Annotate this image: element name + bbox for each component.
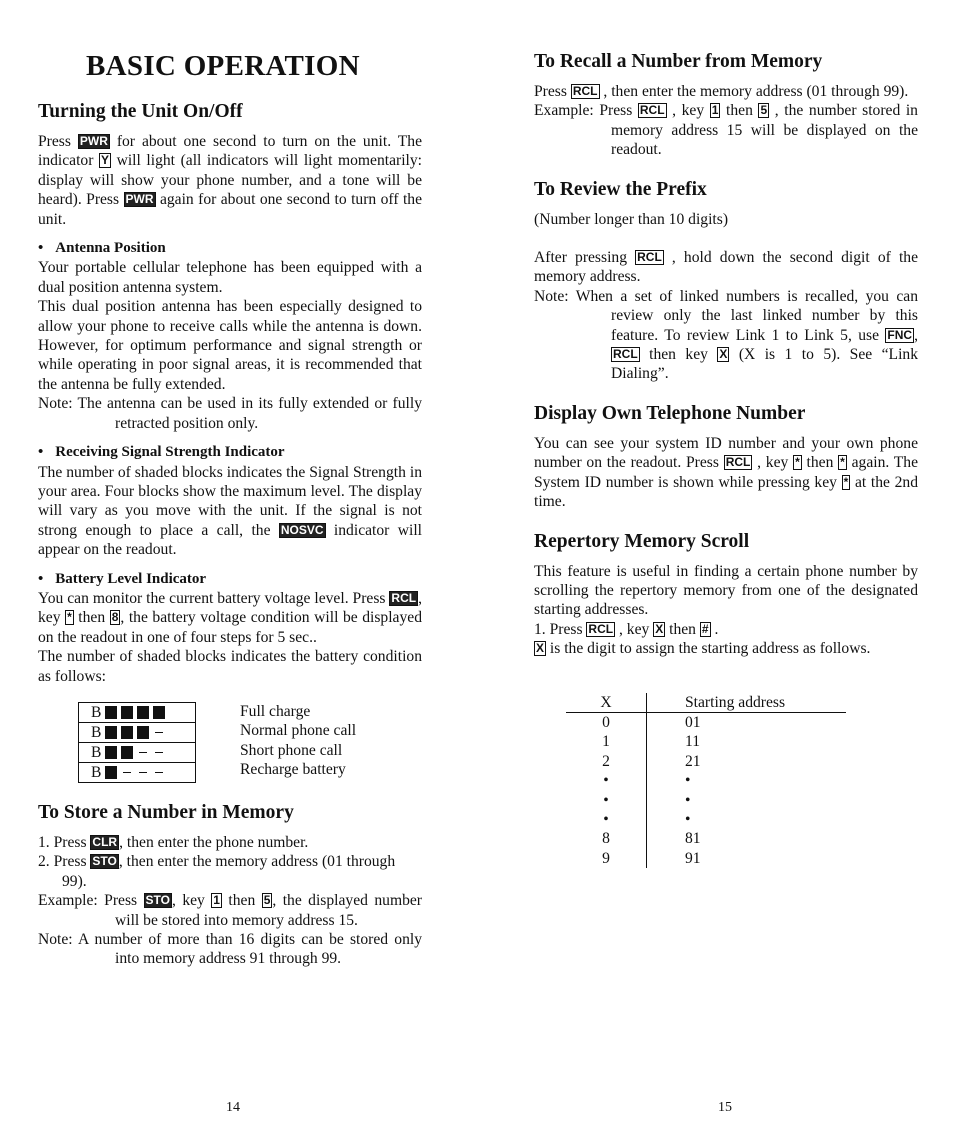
text: , (914, 326, 918, 344)
cell-x: • (566, 771, 647, 790)
left-page (38, 0, 422, 969)
cell-x: 9 (566, 849, 647, 868)
battery-block-icon (121, 746, 133, 759)
text: then (665, 620, 700, 638)
page-number-right: 15 (718, 1100, 732, 1115)
text: . (710, 620, 719, 638)
key-rcl-icon: RCL (725, 455, 751, 470)
key-hash-icon: # (701, 621, 709, 636)
key-nosvc-icon: NOSVC (280, 522, 324, 537)
key-pwr-icon: PWR (125, 192, 154, 207)
key-x-icon: X (536, 641, 545, 656)
battery-level-chart (78, 702, 422, 783)
battery-block-icon (105, 766, 117, 779)
paragraph (534, 210, 918, 229)
battery-dash-icon (139, 752, 147, 754)
battery-block-icon (105, 726, 117, 739)
starting-address-table (566, 693, 918, 869)
paragraph (38, 647, 422, 686)
section-heading (38, 100, 422, 124)
text: To Recall a Number from Memory (534, 51, 823, 72)
key-star-icon: * (843, 474, 849, 489)
table-row (566, 791, 918, 810)
text: You can see your system ID number and your own phone number on the readout. Press (534, 434, 918, 472)
section-heading (38, 801, 422, 825)
key-clr-icon: CLR (92, 834, 118, 849)
cell-address: 11 (685, 733, 701, 751)
text: The number of shaded blocks indicates the Signal Strength in your area. Four blocks show the maximum level. The display will vary as you move with the unit. If the signal is not strong enough to place a call, the (38, 463, 422, 539)
key-rcl-icon: RCL (639, 103, 665, 118)
battery-label: Full charge (240, 702, 311, 720)
text: , key (752, 454, 794, 472)
text: then key (639, 346, 718, 364)
note-paragraph (534, 287, 918, 384)
subheading (38, 239, 422, 258)
key-rcl-icon: RCL (391, 590, 417, 605)
text: at the 2nd time. (534, 473, 919, 511)
table-row (566, 732, 918, 751)
text: , the displayed number will be stored into memory address 15. (115, 892, 423, 929)
text: Your portable cellular telephone has been equipped with a dual position antenna system. (38, 259, 422, 296)
text: Press (534, 83, 571, 100)
battery-table (78, 702, 196, 783)
text: again for about one second to turn off the unit. (38, 191, 422, 228)
paragraph (38, 297, 422, 394)
text: After pressing (534, 249, 636, 267)
battery-letter: B (91, 723, 102, 741)
note-paragraph (38, 930, 422, 969)
battery-block-icon (121, 726, 133, 739)
text: To Review the Prefix (534, 178, 707, 200)
key-x-icon: X (719, 347, 728, 362)
key-rcl-icon: RCL (588, 621, 614, 636)
table-row (566, 810, 918, 829)
paragraph (38, 132, 422, 229)
right-page (534, 0, 918, 868)
key-rcl-icon: RCL (637, 250, 662, 265)
table-row (566, 752, 918, 771)
key-1-icon: 1 (213, 893, 220, 908)
text: The number of shaded blocks indicates the battery condition as follows: (38, 648, 422, 685)
cell-address: 91 (685, 849, 701, 867)
text: , key (666, 102, 710, 120)
paragraph (534, 248, 918, 287)
battery-block-icon (137, 726, 149, 739)
text: , key (615, 620, 654, 638)
text: then (221, 892, 262, 910)
text: (X is 1 to 5). See “Link Dialing”. (611, 346, 918, 383)
cell-x: 8 (566, 829, 647, 848)
battery-letter: B (91, 743, 102, 761)
list-item (38, 833, 422, 852)
list-item (534, 620, 918, 639)
cell-address: 21 (685, 752, 701, 770)
note-paragraph (38, 891, 422, 930)
key-8-icon: 8 (111, 610, 119, 625)
text: This feature is useful in finding a certain phone number by scrolling the repertory memory from one of the designated starting addresses. (534, 562, 918, 619)
text: then (73, 609, 110, 627)
cell-x: • (566, 810, 647, 829)
text: , then enter the phone number. (119, 833, 309, 851)
text: Antenna Position (55, 240, 166, 257)
text: again. The System ID number is shown while pressing key (534, 454, 918, 491)
text: , hold down the second digit of the memory address. (534, 249, 919, 286)
text: then (801, 454, 839, 472)
text: Note: A number of more than 16 digits can be stored only into memory address 91 through 99. (38, 931, 422, 968)
note-paragraph (38, 394, 422, 433)
key-5-icon: 5 (263, 893, 271, 908)
cell-address: • (685, 772, 691, 790)
table-row (566, 849, 918, 868)
table-row (566, 713, 918, 732)
battery-row (79, 743, 195, 763)
text: (Number longer than 10 digits) (534, 210, 729, 228)
battery-dash-icon (123, 772, 131, 774)
battery-label: Recharge battery (240, 761, 346, 779)
text: , then enter the memory address (01 through 99). (599, 83, 909, 100)
text: You can monitor the current battery voltage level. Press (38, 589, 390, 607)
page-title (86, 50, 422, 82)
text: 1. Press (534, 620, 587, 638)
section-heading (534, 402, 918, 426)
text: then (720, 102, 759, 120)
text: Note: The antenna can be used in its fully extended or fully retracted position only. (38, 395, 422, 432)
text: 2. Press (38, 853, 91, 871)
key-fnc-icon: FNC (887, 327, 913, 342)
subheading (38, 443, 422, 462)
battery-block-icon (121, 706, 133, 719)
header-x: X (566, 693, 647, 712)
text: BASIC OPERATION (86, 50, 360, 82)
battery-block-icon (137, 706, 149, 719)
text: Turning the Unit On/Off (38, 101, 243, 122)
battery-row (79, 723, 195, 743)
list-item (534, 639, 918, 658)
section-heading (534, 50, 918, 74)
battery-block-icon (153, 706, 165, 719)
note-paragraph (534, 101, 918, 159)
text: Note: When a set of linked numbers is recalled, you can review only the last linked number by this feature. To review Link 1 to Link 5, use (534, 287, 918, 344)
battery-letter: B (91, 703, 102, 721)
text: for about one second to turn on the unit. The indicator (38, 133, 422, 170)
key-1-icon: 1 (711, 103, 719, 118)
text: Display Own Telephone Number (534, 402, 806, 424)
paragraph (38, 589, 422, 647)
text: Example: Press (38, 892, 144, 910)
text: , then enter the memory address (01 through 99). (62, 853, 396, 890)
key-y-icon: Y (101, 153, 110, 168)
text: Repertory Memory Scroll (534, 530, 750, 552)
battery-block-icon (105, 706, 117, 719)
text: is the digit to assign the starting address as follows. (546, 640, 871, 658)
table-header (566, 693, 846, 713)
key-5-icon: 5 (760, 103, 768, 118)
page-number-left: 14 (226, 1100, 240, 1115)
battery-row (79, 763, 195, 782)
cell-x: • (566, 791, 647, 810)
key-rcl-icon: RCL (613, 347, 638, 362)
cell-x: 2 (566, 752, 647, 771)
text: , key (172, 892, 212, 910)
battery-labels (240, 702, 356, 783)
cell-address: 01 (685, 713, 701, 731)
text: 1. Press (38, 833, 91, 851)
paragraph (38, 463, 422, 560)
text: To Store a Number in Memory (38, 801, 294, 823)
battery-dash-icon (155, 772, 163, 774)
text: Receiving Signal Strength Indicator (55, 444, 285, 461)
text: , the number stored in memory address 15 will be displayed on the readout. (611, 102, 918, 159)
key-pwr-icon: PWR (79, 134, 108, 148)
section-heading (534, 530, 918, 554)
key-x-icon: X (655, 621, 664, 636)
paragraph (38, 258, 422, 297)
key-rcl-icon: RCL (572, 84, 598, 98)
battery-dash-icon (155, 752, 163, 754)
paragraph (534, 562, 918, 620)
battery-row (79, 703, 195, 723)
text: Press (38, 133, 78, 150)
paragraph (534, 82, 918, 101)
cell-x: 0 (566, 713, 647, 732)
key-sto-icon: STO (145, 893, 170, 908)
list-item (38, 852, 422, 891)
cell-address: • (685, 810, 691, 828)
table-row (566, 829, 918, 848)
text: indicator will appear on the readout. (38, 521, 422, 559)
key-star-icon: * (67, 610, 72, 625)
paragraph (534, 434, 918, 512)
battery-block-icon (105, 746, 117, 759)
text: Example: Press (534, 102, 638, 120)
battery-dash-icon (139, 772, 147, 774)
battery-label: Normal phone call (240, 722, 357, 740)
cell-address: 81 (685, 830, 701, 848)
key-star-icon: * (840, 455, 845, 470)
cell-x: 1 (566, 732, 647, 751)
section-heading (534, 178, 918, 202)
text: This dual position antenna has been especially designed to allow your phone to receive calls while the antenna is down. However, for optimum performance and signal strength or while operating in poor signal areas, it is recommended that the antenna be fully extended. (38, 298, 422, 393)
cell-address: • (685, 791, 691, 809)
text: , the battery voltage condition will be displayed on the readout in one of four steps for 5 sec.. (38, 609, 422, 646)
table-row (566, 771, 918, 790)
text: , key (38, 589, 422, 627)
key-sto-icon: STO (92, 854, 117, 869)
text: Battery Level Indicator (55, 570, 207, 587)
battery-letter: B (91, 763, 102, 781)
key-star-icon: * (795, 455, 800, 470)
header-address: Starting address (685, 693, 786, 711)
text: will light (all indicators will light momentarily: display will show your phone number, and a tone will be heard). Press (38, 152, 422, 209)
subheading (38, 570, 422, 589)
battery-dash-icon (155, 732, 163, 734)
battery-label: Short phone call (240, 741, 343, 759)
